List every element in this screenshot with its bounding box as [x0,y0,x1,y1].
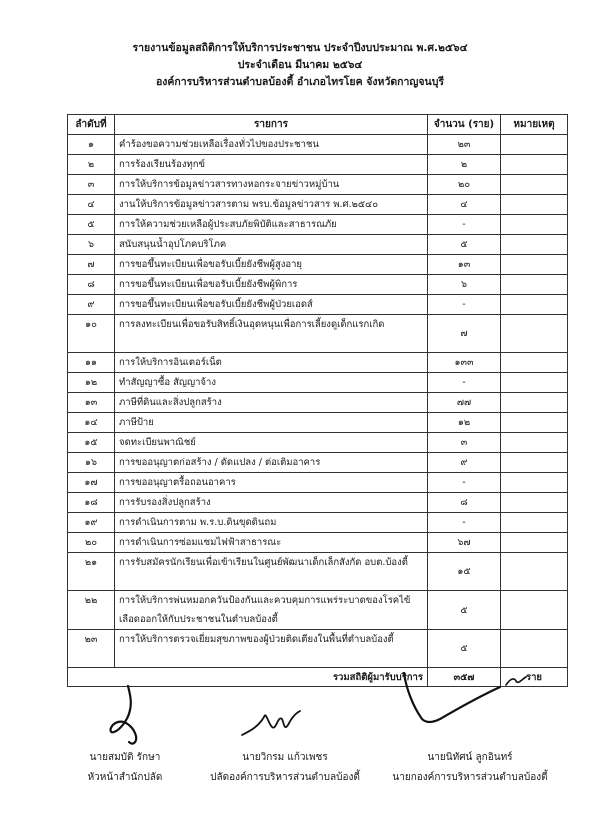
signer-name: นายวิกรม แก้วเพชร [242,752,328,763]
row-count: ๕ [428,630,501,668]
row-remark [501,533,568,553]
row-item: สนับสนุนน้ำอุปโภคบริโภค [115,235,428,255]
row-remark [501,473,568,493]
row-number: ๑๖ [68,453,115,473]
statistics-table [67,114,568,687]
row-number: ๑๘ [68,493,115,513]
table-row [68,453,568,473]
table-row [68,493,568,513]
signer-title: หัวหน้าสำนักปลัด [87,772,163,783]
row-remark [501,553,568,591]
table-row [68,155,568,175]
row-remark [501,255,568,275]
row-count: ๘ [428,493,501,513]
row-count: ๑๕ [428,553,501,591]
row-item: การให้บริการพ่นหมอกควันป้องกันและควบคุมการแพร่ระบาดของโรคไข้เลือดออกให้กับประชาชนในตำบลบ้องตี้ [115,591,428,630]
table-row [68,295,568,315]
table-row [68,630,568,668]
row-number: ๓ [68,175,115,195]
row-number: ๑๔ [68,413,115,433]
table-row [68,513,568,533]
row-remark [501,393,568,413]
row-remark [501,175,568,195]
row-item: จดทะเบียนพาณิชย์ [115,433,428,453]
row-number: ๑๕ [68,433,115,453]
row-remark [501,295,568,315]
row-count: ๗ [428,315,501,353]
header-no: ลำดับที่ [68,115,115,135]
row-count: - [428,215,501,235]
row-count: ๒ [428,155,501,175]
row-item: การรับสมัครนักเรียนเพื่อเข้าเรียนในศูนย์พัฒนาเด็กเล็กสังกัด อบต.บ้องตี้ [115,553,428,591]
table-header-row [68,115,568,135]
row-item: การร้องเรียนร้องทุกข์ [115,155,428,175]
row-number: ๒๓ [68,630,115,668]
row-remark [501,235,568,255]
row-item: การขออนุญาตรื้อถอนอาคาร [115,473,428,493]
row-count: ๕ [428,591,501,630]
row-count: ๙ [428,453,501,473]
signer-name: นายนิทัศน์ ลูกอินทร์ [427,752,513,763]
signature-1 [100,680,170,750]
table-row [68,533,568,553]
row-number: ๒๑ [68,553,115,591]
signature-block-3 [370,748,570,788]
row-remark [501,591,568,630]
row-number: ๑๒ [68,373,115,393]
row-item: การขอขึ้นทะเบียนเพื่อขอรับเบี้ยยังชีพผู้พิการ [115,275,428,295]
row-number: ๑ [68,135,115,155]
signer-title: นายกองค์การบริหารส่วนตำบลบ้องตี้ [392,772,548,783]
row-remark [501,315,568,353]
row-number: ๑๑ [68,353,115,373]
total-label: รวมสถิติผู้มารับบริการ [68,668,428,687]
table-row [68,393,568,413]
row-count: ๑๓ [428,255,501,275]
row-number: ๗ [68,255,115,275]
row-number: ๑๙ [68,513,115,533]
row-count: - [428,473,501,493]
report-header [0,40,600,91]
row-remark [501,353,568,373]
row-item: งานให้บริการข้อมูลข่าวสารตาม พรบ.ข้อมูลข่าวสาร พ.ศ.๒๕๔๐ [115,195,428,215]
row-count: ๒๐ [428,175,501,195]
row-count: ๖ [428,275,501,295]
row-count: ๑๒ [428,413,501,433]
row-item: ทำสัญญาซื้อ สัญญาจ้าง [115,373,428,393]
row-remark [501,275,568,295]
signer-name: นายสมบัติ รักษา [89,752,161,763]
signature-2 [238,705,308,745]
signature-block-1 [50,748,200,788]
row-count: ๓ [428,433,501,453]
table-row [68,235,568,255]
signature-3 [390,665,540,745]
total-unit: ราย [501,668,568,687]
row-item: การรับรองสิ่งปลูกสร้าง [115,493,428,513]
row-count: ๔ [428,195,501,215]
table-row [68,255,568,275]
row-item: การขอขึ้นทะเบียนเพื่อขอรับเบี้ยยังชีพผู้สูงอายุ [115,255,428,275]
row-count: - [428,295,501,315]
table-row [68,433,568,453]
row-item: ภาษีที่ดินและสิ่งปลูกสร้าง [115,393,428,413]
signer-title: ปลัดองค์การบริหารส่วนตำบลบ้องตี้ [210,772,360,783]
table-row [68,215,568,235]
table-row [68,315,568,353]
row-remark [501,373,568,393]
row-count: ๕ [428,235,501,255]
row-item: การให้บริการข้อมูลข่าวสารทางหอกระจายข่าวหมู่บ้าน [115,175,428,195]
row-remark [501,155,568,175]
row-remark [501,433,568,453]
report-month: ประจำเดือน มีนาคม ๒๕๖๔ [237,59,363,71]
row-count: ๒๓ [428,135,501,155]
row-remark [501,493,568,513]
header-count: จำนวน (ราย) [428,115,501,135]
table-row [68,353,568,373]
row-item: การให้ความช่วยเหลือผู้ประสบภัยพิบัติและสาธารณภัย [115,215,428,235]
row-count: ๗๗ [428,393,501,413]
row-count: - [428,373,501,393]
row-number: ๖ [68,235,115,255]
row-item: การลงทะเบียนเพื่อขอรับสิทธิ์เงินอุดหนุนเพื่อการเลี้ยงดูเด็กแรกเกิด [115,315,428,353]
row-item: การดำเนินการซ่อมแซมไฟฟ้าสาธารณะ [115,533,428,553]
row-item: การดำเนินการตาม พ.ร.บ.ดินขุดดินถม [115,513,428,533]
table-row [68,373,568,393]
table-row [68,413,568,433]
row-number: ๙ [68,295,115,315]
row-number: ๕ [68,215,115,235]
row-remark [501,195,568,215]
row-number: ๒๒ [68,591,115,630]
header-item: รายการ [115,115,428,135]
row-count: ๖๗ [428,533,501,553]
table-row [68,135,568,155]
row-item: การให้บริการตรวจเยี่ยมสุขภาพของผู้ป่วยติดเตียงในพื้นที่ตำบลบ้องตี้ [115,630,428,668]
table-row [68,195,568,215]
table-row [68,473,568,493]
row-remark [501,630,568,668]
row-number: ๔ [68,195,115,215]
row-count: - [428,513,501,533]
row-remark [501,135,568,155]
signature-block-2 [190,748,380,788]
row-count: ๑๓๓ [428,353,501,373]
row-remark [501,513,568,533]
table-row [68,275,568,295]
row-item: การให้บริการอินเตอร์เน็ต [115,353,428,373]
row-remark [501,453,568,473]
row-number: ๒ [68,155,115,175]
row-number: ๒๐ [68,533,115,553]
row-number: ๑๗ [68,473,115,493]
report-organization: องค์การบริหารส่วนตำบลบ้องตี้ อำเภอไทรโยค จังหวัดกาญจนบุรี [155,76,445,88]
table-row [68,591,568,630]
row-item: คำร้องขอความช่วยเหลือเรื่องทั่วไปของประชาชน [115,135,428,155]
row-item: การขอขึ้นทะเบียนเพื่อขอรับเบี้ยยังชีพผู้ป่วยเอดส์ [115,295,428,315]
row-item: การขออนุญาตก่อสร้าง / ดัดแปลง / ต่อเติมอาคาร [115,453,428,473]
row-number: ๑๓ [68,393,115,413]
row-remark [501,215,568,235]
row-remark [501,413,568,433]
row-number: ๑๐ [68,315,115,353]
row-item: ภาษีป้าย [115,413,428,433]
report-title: รายงานข้อมูลสถิติการให้บริการประชาชน ประจำปีงบประมาณ พ.ศ.๒๕๖๔ [132,42,468,54]
row-number: ๘ [68,275,115,295]
table-row [68,175,568,195]
table-row [68,553,568,591]
total-value: ๓๕๗ [428,668,501,687]
header-remark: หมายเหตุ [501,115,568,135]
